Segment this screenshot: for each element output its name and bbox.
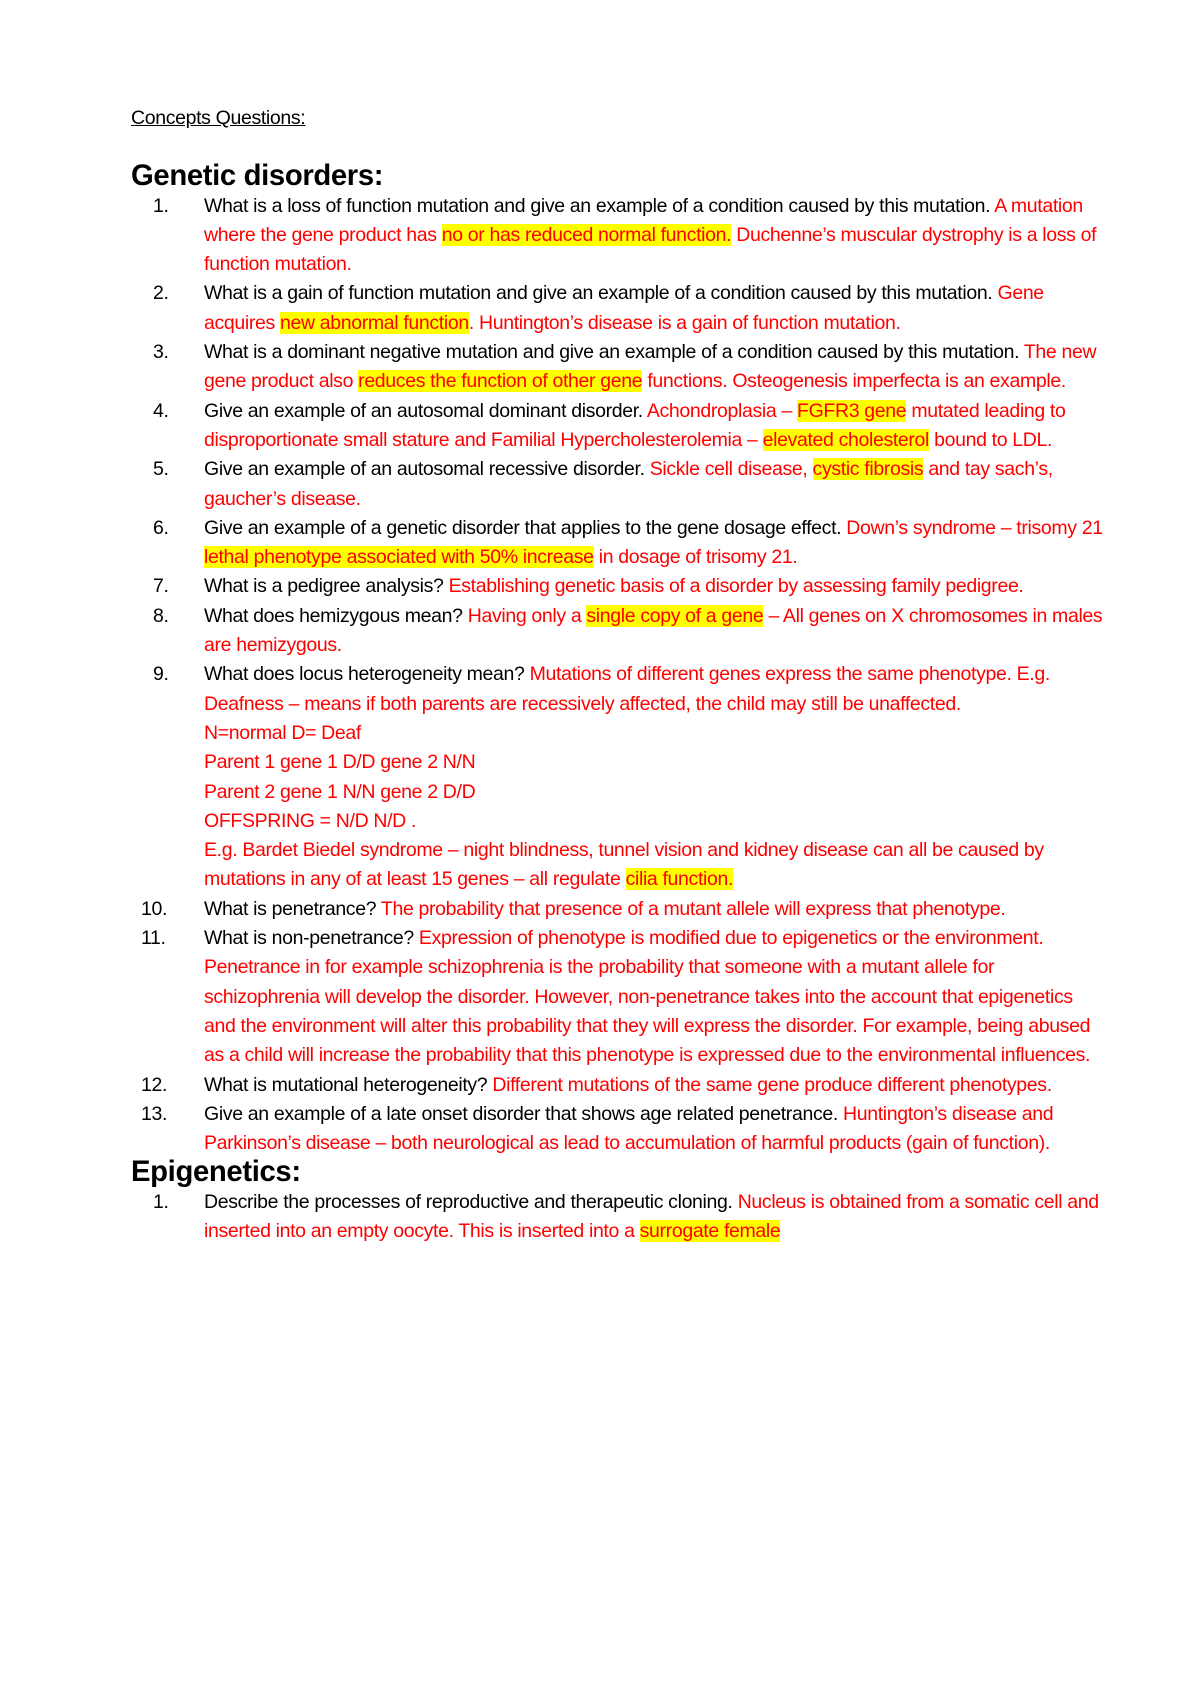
question-text: Give an example of a genetic disorder that applies to the gene dosage effect. bbox=[204, 516, 842, 539]
highlighted-answer: lethal phenotype associated with 50% increase bbox=[204, 546, 594, 569]
answer-text: mutated leading to disproportionate small stature and Familial Hypercholesterolemia – bbox=[204, 399, 1066, 451]
item-number: 9. bbox=[153, 663, 169, 686]
item-number: 8. bbox=[153, 604, 169, 627]
question-item-5 bbox=[131, 455, 1109, 514]
highlighted-answer: cystic fibrosis bbox=[812, 458, 924, 481]
answer-text: . Huntington’s disease is a gain of function mutation. bbox=[468, 311, 901, 334]
question-item-6 bbox=[131, 514, 1109, 573]
question-list-epigenetics bbox=[131, 1188, 1109, 1247]
item-number: 1. bbox=[153, 1190, 169, 1213]
answer-text: The probability that presence of a mutant allele will express that phenotype. bbox=[380, 897, 1006, 920]
highlighted-answer: cilia function. bbox=[625, 868, 734, 891]
question-list-genetic-disorders bbox=[131, 192, 1109, 1159]
question-text: Give an example of an autosomal dominant disorder. bbox=[204, 399, 643, 422]
answer-text: The new gene product also bbox=[204, 341, 1097, 393]
question-item-12 bbox=[131, 1071, 1109, 1100]
answer-text: Establishing genetic basis of a disorder by assessing family pedigree. bbox=[448, 575, 1024, 598]
answer-text: Expression of phenotype is modified due to epigenetics or the environment. Penetrance in for example schizophrenia is the probability that someone with a mutant allele for schizophrenia will develop the disorder. However, non-penetrance takes into the account that epigenetics and the environment will alter this probability that they will express the disorder. For example, being abused as a child will increase the probability that this phenotype is expressed due to the environmental influences. bbox=[204, 927, 1091, 1067]
answer-text: Nucleus is obtained from a somatic cell and inserted into an empty oocyte. This is inserted into a bbox=[204, 1190, 1099, 1242]
highlighted-answer: FGFR3 gene bbox=[797, 399, 907, 422]
answer-text: functions. Osteogenesis imperfecta is an example. bbox=[647, 370, 1066, 393]
highlighted-answer: no or has reduced normal function. bbox=[441, 223, 732, 246]
question-text: What is a gain of function mutation and give an example of a condition caused by this mutation. bbox=[204, 282, 993, 305]
answer-line: Parent 1 gene 1 D/D gene 2 N/N bbox=[204, 751, 476, 774]
question-item-2 bbox=[131, 279, 1109, 338]
document-title: Concepts Questions: bbox=[131, 107, 306, 129]
item-number: 10. bbox=[141, 897, 168, 920]
question-item-11 bbox=[131, 924, 1109, 1070]
answer-text: and tay sach’s, gaucher’s disease. bbox=[204, 458, 1053, 510]
spacer bbox=[131, 133, 1109, 162]
answer-line: N=normal D= Deaf bbox=[204, 721, 361, 744]
item-number: 13. bbox=[141, 1102, 168, 1125]
highlighted-answer: new abnormal function bbox=[279, 311, 469, 334]
question-item-1 bbox=[131, 192, 1109, 280]
question-text: What does locus heterogeneity mean? bbox=[204, 663, 525, 686]
item-number: 5. bbox=[153, 458, 169, 481]
item-number: 2. bbox=[153, 282, 169, 305]
question-item-10 bbox=[131, 895, 1109, 924]
question-item-9 bbox=[131, 660, 1109, 894]
question-text: Give an example of an autosomal recessive disorder. bbox=[204, 458, 645, 481]
answer-text: Gene acquires bbox=[204, 282, 1044, 334]
highlighted-answer: single copy of a gene bbox=[586, 604, 764, 627]
answer-text: Huntington’s disease and Parkinson’s disease – both neurological as lead to accumulation of harmful products (gain of function). bbox=[204, 1102, 1054, 1155]
item-number: 6. bbox=[153, 516, 169, 539]
highlighted-answer: reduces the function of other gene bbox=[358, 370, 643, 393]
document-body bbox=[131, 104, 1109, 1246]
section-heading-epigenetics: Epigenetics: bbox=[131, 1156, 301, 1189]
question-text: Give an example of a late onset disorder that shows age related penetrance. bbox=[204, 1102, 838, 1125]
answer-text: – All genes on X chromosomes in males are hemizygous. bbox=[204, 604, 1103, 657]
question-text: What is a dominant negative mutation and give an example of a condition caused by this mutation. bbox=[204, 341, 1020, 364]
question-item-13 bbox=[131, 1100, 1109, 1159]
answer-line: Parent 2 gene 1 N/N gene 2 D/D bbox=[204, 780, 476, 803]
answer-text: in dosage of trisomy 21. bbox=[598, 546, 798, 569]
answer-text: A mutation where the gene product has bbox=[204, 194, 1083, 246]
item-number: 7. bbox=[153, 575, 169, 598]
answer-text: Achondroplasia – bbox=[646, 399, 792, 422]
question-item-4 bbox=[131, 397, 1109, 456]
answer-text: E.g. Bardet Biedel syndrome – night blindness, tunnel vision and kidney disease can all be caused by mutations in any of at least 15 genes – all regulate bbox=[204, 839, 1044, 891]
answer-text: Duchenne’s muscular dystrophy is a loss of function mutation. bbox=[204, 223, 1097, 276]
item-number: 11. bbox=[141, 927, 166, 950]
answer-text: Down’s syndrome – trisomy 21 bbox=[846, 516, 1103, 539]
answer-line: OFFSPRING = N/D N/D . bbox=[204, 809, 417, 832]
answer-text: Having only a bbox=[467, 604, 582, 627]
answer-text: Different mutations of the same gene produce different phenotypes. bbox=[492, 1073, 1052, 1096]
answer-text: Sickle cell disease, bbox=[649, 458, 808, 481]
question-text: What is a pedigree analysis? bbox=[204, 575, 444, 598]
answer-text: bound to LDL. bbox=[934, 428, 1053, 451]
highlighted-answer: surrogate female bbox=[639, 1219, 781, 1242]
question-item-3 bbox=[131, 338, 1109, 397]
question-text: What is penetrance? bbox=[204, 897, 377, 920]
item-number: 3. bbox=[153, 341, 169, 364]
question-item-1 bbox=[131, 1188, 1109, 1247]
highlighted-answer: elevated cholesterol bbox=[762, 428, 930, 451]
question-text: What is mutational heterogeneity? bbox=[204, 1073, 488, 1096]
question-item-8 bbox=[131, 602, 1109, 661]
item-number: 4. bbox=[153, 399, 169, 422]
question-text: What is a loss of function mutation and give an example of a condition caused by this mutation. bbox=[204, 194, 991, 217]
item-number: 1. bbox=[153, 194, 169, 217]
question-item-7 bbox=[131, 572, 1109, 601]
section-heading-genetic-disorders: Genetic disorders: bbox=[131, 160, 384, 193]
answer-text: Mutations of different genes express the same phenotype. E.g. Deafness – means if both parents are recessively affected, the child may still be unaffected. bbox=[204, 663, 1050, 715]
question-text: Describe the processes of reproductive and therapeutic cloning. bbox=[204, 1190, 733, 1213]
question-text: What is non-penetrance? bbox=[204, 927, 414, 950]
item-number: 12. bbox=[141, 1073, 168, 1096]
question-text: What does hemizygous mean? bbox=[204, 604, 463, 627]
